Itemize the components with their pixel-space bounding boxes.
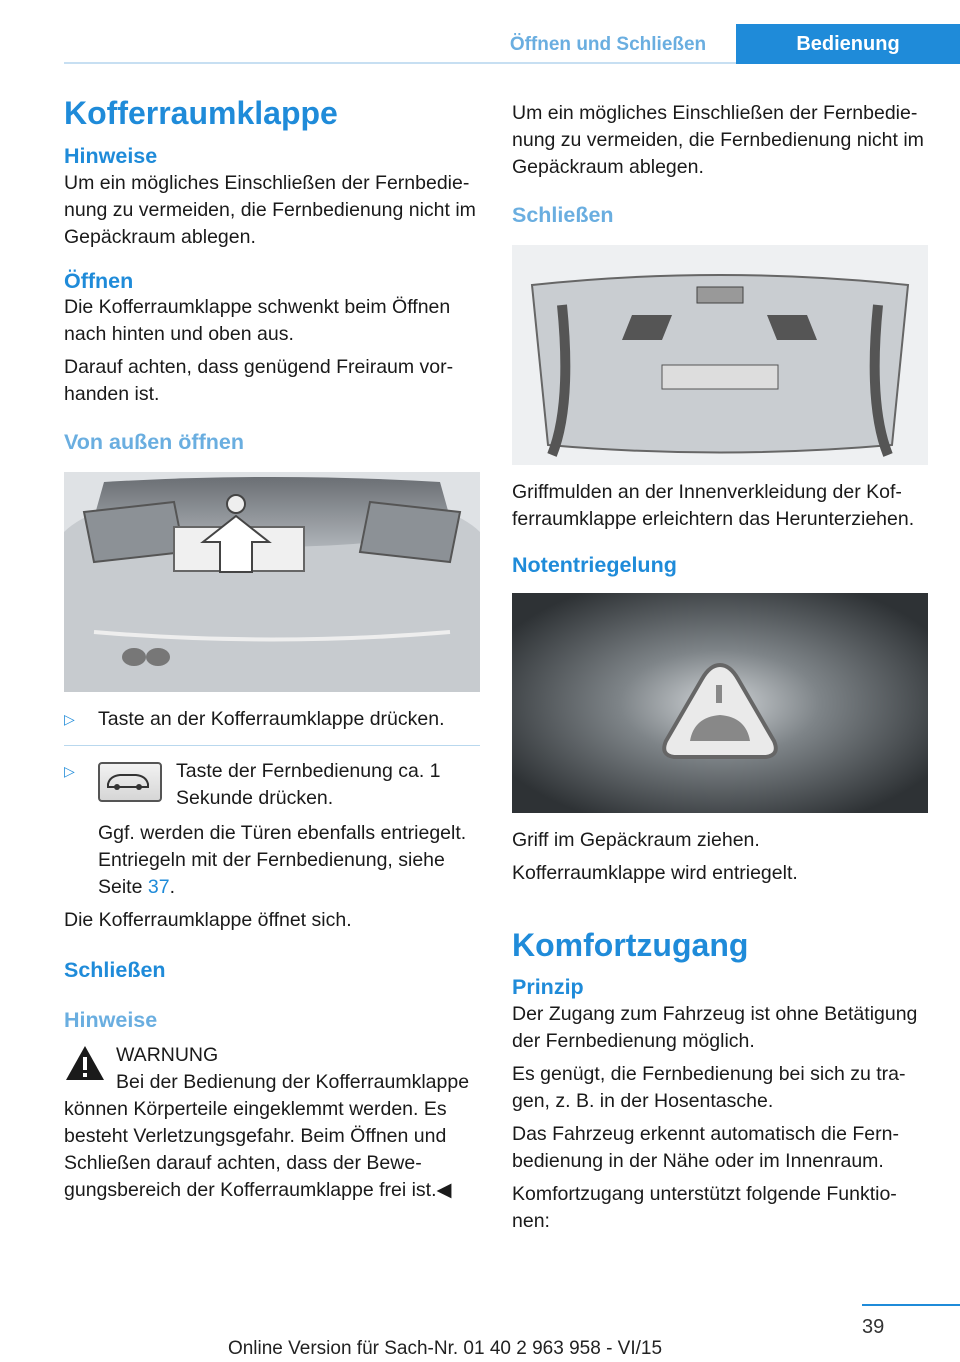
heading-von-aussen: Von außen öffnen bbox=[64, 430, 244, 455]
griff-text: Griffmulden an der Innenverkleidung der Kof-ferraumklappe erleichtern das Herunterziehen. bbox=[512, 480, 915, 530]
heading-notentriegelung: Notentriegelung bbox=[512, 552, 677, 577]
oeffnen-text-2: Darauf achten, dass genügend Freiraum vor-handen ist. bbox=[64, 356, 454, 406]
right-column bbox=[512, 100, 928, 1241]
prinzip-text-1: Der Zugang zum Fahrzeug ist ohne Betätigung der Fernbedienung möglich. bbox=[512, 1003, 918, 1053]
heading-schliessen: Schließen bbox=[64, 958, 166, 983]
bullet-taste-fernbedienung bbox=[64, 758, 480, 812]
warning-text: Bei der Bedienung der Kofferraumklappe können Körperteile eingeklemmt werden. Es besteht Verletzungsgefahr. Beim Öffnen und Schließen darauf achten, dass der Bewe-gungsbereich der Kofferraumklappe frei ist.◀ bbox=[64, 1070, 470, 1201]
footer-rule bbox=[862, 1304, 960, 1306]
notentriegelung-text-1: Griff im Gepäckraum ziehen. bbox=[512, 828, 760, 851]
notentriegelung-text-2: Kofferraumklappe wird entriegelt. bbox=[512, 861, 798, 884]
footer-version-text: Online Version für Sach-Nr. 01 40 2 963 958 - VI/15 bbox=[227, 1338, 663, 1359]
figure-trunk-interior bbox=[512, 245, 928, 465]
left-column bbox=[64, 95, 480, 1210]
bullet-text: Taste an der Kofferraumklappe drücken. bbox=[98, 708, 445, 731]
heading-hinweise-2: Hinweise bbox=[64, 1007, 158, 1032]
page-number: 39 bbox=[862, 1316, 885, 1338]
bullet-triangle-icon: ▷ bbox=[64, 711, 75, 728]
remote-car-icon bbox=[98, 762, 162, 802]
prinzip-text-3: Das Fahrzeug erkennt automatisch die Fern-bedienung in der Nähe oder im Innenraum. bbox=[512, 1123, 899, 1173]
bullet-text: Taste der Fernbedienung ca. 1 Sekunde drücken. bbox=[176, 760, 441, 810]
oeffnen-text-1: Die Kofferraumklappe schwenkt beim Öffnen nach hinten und oben aus. bbox=[64, 296, 451, 346]
heading-oeffnen: Öffnen bbox=[64, 268, 134, 293]
prinzip-text-2: Es genügt, die Fernbedienung bei sich zu tra-gen, z. B. in der Hosentasche. bbox=[512, 1063, 906, 1113]
heading-prinzip: Prinzip bbox=[512, 975, 584, 1000]
page-reference-link[interactable]: 37 bbox=[147, 876, 170, 899]
warning-block bbox=[64, 1042, 480, 1069]
header-section-title: Öffnen und Schließen bbox=[509, 34, 707, 55]
hinweise-text-right: Um ein mögliches Einschließen der Fernbedie-nung zu vermeiden, die Fernbedienung nicht im Gepäckraum ablegen. bbox=[512, 102, 924, 178]
bullet-divider bbox=[64, 745, 480, 746]
prinzip-text-4: Komfortzugang unterstützt folgende Funktio-nen: bbox=[512, 1183, 897, 1233]
oeffnet-text: Die Kofferraumklappe öffnet sich. bbox=[64, 909, 352, 932]
figure-emergency-release bbox=[512, 593, 928, 813]
warning-triangle-icon bbox=[64, 1044, 106, 1087]
hinweise-text: Um ein mögliches Einschließen der Fernbedie-nung zu vermeiden, die Fernbedienung nicht im Gepäckraum ablegen. bbox=[64, 171, 476, 248]
header-chapter-tab[interactable]: Bedienung bbox=[736, 24, 960, 64]
bullet-note: Ggf. werden die Türen ebenfalls entriegelt. Entriegeln mit der Fernbedienung, siehe Seite 37. bbox=[98, 822, 467, 899]
figure-trunk-exterior bbox=[64, 472, 480, 692]
heading-schliessen-right: Schließen bbox=[512, 203, 614, 227]
heading-hinweise: Hinweise bbox=[64, 143, 158, 168]
warning-title: WARNUNG bbox=[116, 1043, 219, 1066]
heading-komfortzugang: Komfortzugang bbox=[512, 926, 749, 963]
bullet-taste-kofferraum bbox=[64, 706, 480, 733]
bullet-triangle-icon: ▷ bbox=[64, 763, 75, 780]
page-title: Kofferraumklappe bbox=[64, 95, 338, 131]
